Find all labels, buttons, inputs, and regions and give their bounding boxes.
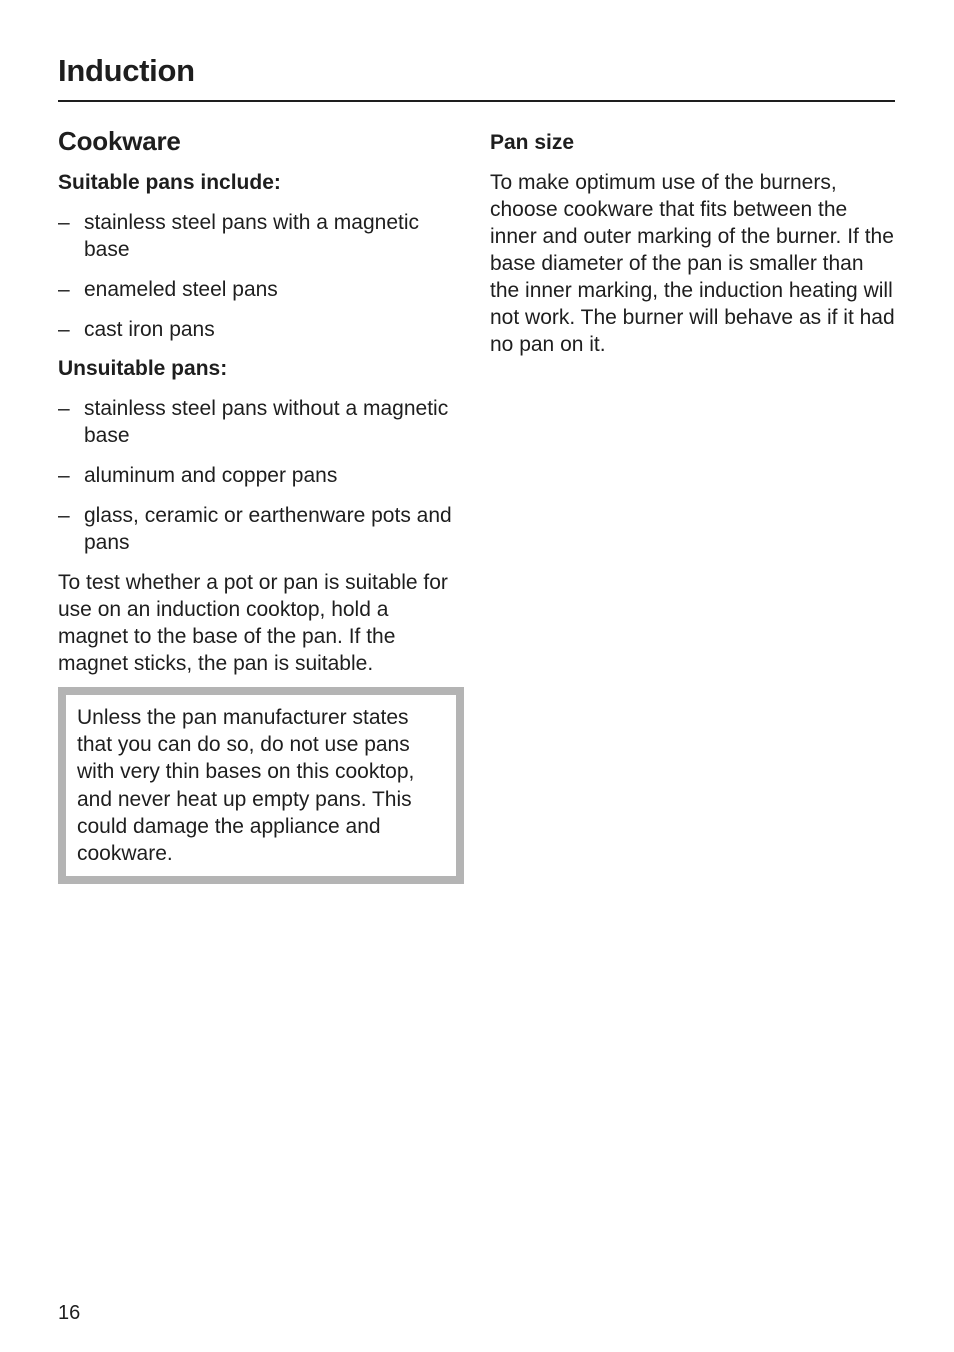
unsuitable-pans-heading: Unsuitable pans: (58, 357, 228, 380)
list-item-text: cast iron pans (84, 318, 215, 341)
list-item (58, 316, 464, 343)
list-item-text: stainless steel pans with a magnetic base (84, 211, 420, 261)
right-column (490, 122, 896, 358)
warning-text: Unless the pan manufacturer states that you can do so, do not use pans with very thin bases on this cooktop, and never heat up empty pans. This could damage the appliance and cookware. (77, 706, 415, 866)
dash-marker: – (58, 397, 70, 420)
pan-size-heading: Pan size (490, 131, 575, 154)
dash-marker: – (58, 278, 70, 301)
pan-size-paragraph: To make optimum use of the burners, choose cookware that fits between the inner and outer marking of the burner. If the base diameter of the pan is smaller than the inner marking, the induction heating will not work. The burner will behave as if it had no pan on it. (490, 171, 895, 356)
list-item (58, 502, 464, 556)
magnet-test-paragraph: To test whether a pot or pan is suitable for use on an induction cooktop, hold a magnet to the base of the pan. If the magnet sticks, the pan is suitable. (58, 571, 448, 675)
unsuitable-pans-list (58, 395, 464, 556)
list-item-text: stainless steel pans without a magnetic base (84, 397, 449, 447)
list-item (58, 276, 464, 303)
suitable-pans-heading: Suitable pans include: (58, 171, 281, 194)
dash-marker: – (58, 211, 70, 234)
list-item (58, 395, 464, 449)
section-title-cookware: Cookware (58, 126, 181, 156)
suitable-pans-list (58, 209, 464, 343)
warning-box (58, 687, 464, 884)
dash-marker: – (58, 318, 70, 341)
page-number: 16 (58, 1302, 81, 1324)
dash-marker: – (58, 504, 70, 527)
list-item (58, 462, 464, 489)
left-column (58, 122, 464, 884)
title-divider (58, 100, 895, 102)
list-item-text: aluminum and copper pans (84, 464, 338, 487)
list-item-text: enameled steel pans (84, 278, 278, 301)
dash-marker: – (58, 464, 70, 487)
list-item (58, 209, 464, 263)
list-item-text: glass, ceramic or earthenware pots and pans (84, 504, 452, 554)
page-title: Induction (58, 53, 195, 88)
